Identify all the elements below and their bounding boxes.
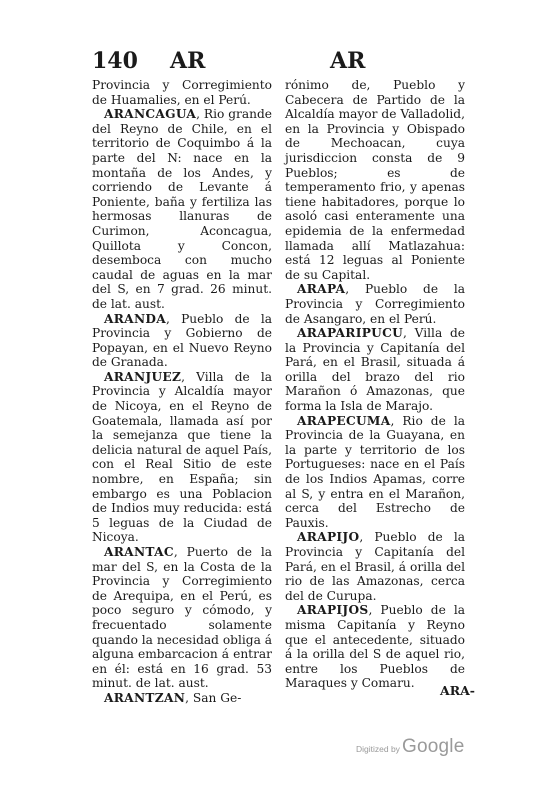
entry-text: rónimo de, Pueblo y Cabecera de Partido de la Alcaldía mayor de Valladolid, en la Provincia y Obispado de Mechoacan, cuya jurisdiccion consta de 9 Pueblos; es de temperamento frio, y apenas tiene habitadores, porque lo asoló casi enteramente una epidemia de la enfermedad llamada allí Matlazahua: está 12 leguas al Poniente de su Capital. [285,78,465,282]
entry-text: , Pueblo de la Provincia y Capitanía del Pará, en el Brasil, á orilla del rio de las Amazonas, cerca del de Curupa. [285,530,465,603]
entry-text: , Puerto de la mar del S, en la Costa de la Provincia y Corregimiento de Arequipa, en el Perú, es poco seguro y cómodo, y frecuentado solamente quando la necesidad obliga á alguna embarcacion á entrar en él: está en 16 grad. 53 minut. de lat. aust. [92,545,272,691]
dictionary-entry [92,107,272,311]
entry-headword: ARAPA [297,282,346,297]
dictionary-entry [285,326,465,414]
entry-headword: ARANCAGUA [104,107,197,122]
dictionary-entry [285,282,465,326]
entry-text: , Rio de la Provincia de la Guayana, en la parte y territorio de los Portugueses: nace en el País de los Indios Apamas, corre al S, y entra en el Marañon, cerca del Estrecho de Pauxis. [285,413,465,530]
dictionary-entry [285,414,465,531]
dictionary-entry [92,370,272,545]
entry-continuation [285,78,465,282]
entry-headword: ARANTAC [104,545,174,559]
entry-headword: ARAPECUMA [297,413,391,428]
entry-headword: ARANDA [104,311,167,326]
left-running-head: AR [170,48,206,74]
entry-headword: ARAPIJOS [297,603,369,618]
entry-headword: ARANJUEZ [104,369,182,384]
dictionary-entry [92,691,272,706]
google-logo: Google [402,736,465,757]
right-column [285,78,465,691]
catchword: ARA- [440,683,475,698]
entry-headword: ARAPARIPUCU [297,326,404,341]
entry-text: , Pueblo de la Provincia y Corregimiento de Asangaro, en el Perú. [285,282,465,326]
entry-text: , Villa de la Provincia y Alcaldía mayor de Nicoya, en el Reyno de Goatemala, llamada así por la semejanza que tiene la delicia natural de aquel País, con el Real Sitio de este nombre, en España; sin embargo es una Poblacion de Indios muy reducida: está 5 leguas de la Ciudad de Nicoya. [92,369,272,545]
dictionary-entry [92,545,272,691]
dictionary-entry [285,603,465,691]
entry-text: Provincia y Corregimiento de Huamalies, en el Perú. [92,78,272,107]
dictionary-entry [285,530,465,603]
entry-headword: ARAPIJO [297,530,360,545]
left-column [92,78,272,706]
entry-headword: ARANTZAN [104,690,186,705]
right-running-head: AR [330,48,366,74]
entry-text: , Pueblo de la misma Capitanía y Reyno que el antecedente, situado á la orilla del S de aquel rio, entre los Pueblos de Maraques y Comaru. [285,603,465,691]
entry-text: , Pueblo de la Provincia y Gobierno de Popayan, en el Nuevo Reyno de Granada. [92,311,272,370]
entry-text: , Rio grande del Reyno de Chile, en el territorio de Coquimbo á la parte del N: nace en la montaña de los Andes, y corriendo de Levante á Poniente, baña y fertiliza las hermosas llanuras de Curimon, Aconcagua, Quillota y Concon, desemboca con mucho caudal de aguas en la mar del S, en 7 grad. 26 minut. de lat. aust. [92,107,272,311]
page-number: 140 [92,48,138,74]
entry-text: , San Ge- [185,690,242,705]
dictionary-entry [92,312,272,370]
entry-text: , Villa de la Provincia y Capitanía del Pará, en el Brasil, situada á orilla del brazo del rio Marañon ó Amazonas, que forma la Isla de Marajo. [285,326,465,414]
running-header [92,48,464,78]
watermark-prefix: Digitized by [356,744,400,754]
entry-continuation [92,78,272,107]
digitized-by-google-watermark [356,736,476,760]
